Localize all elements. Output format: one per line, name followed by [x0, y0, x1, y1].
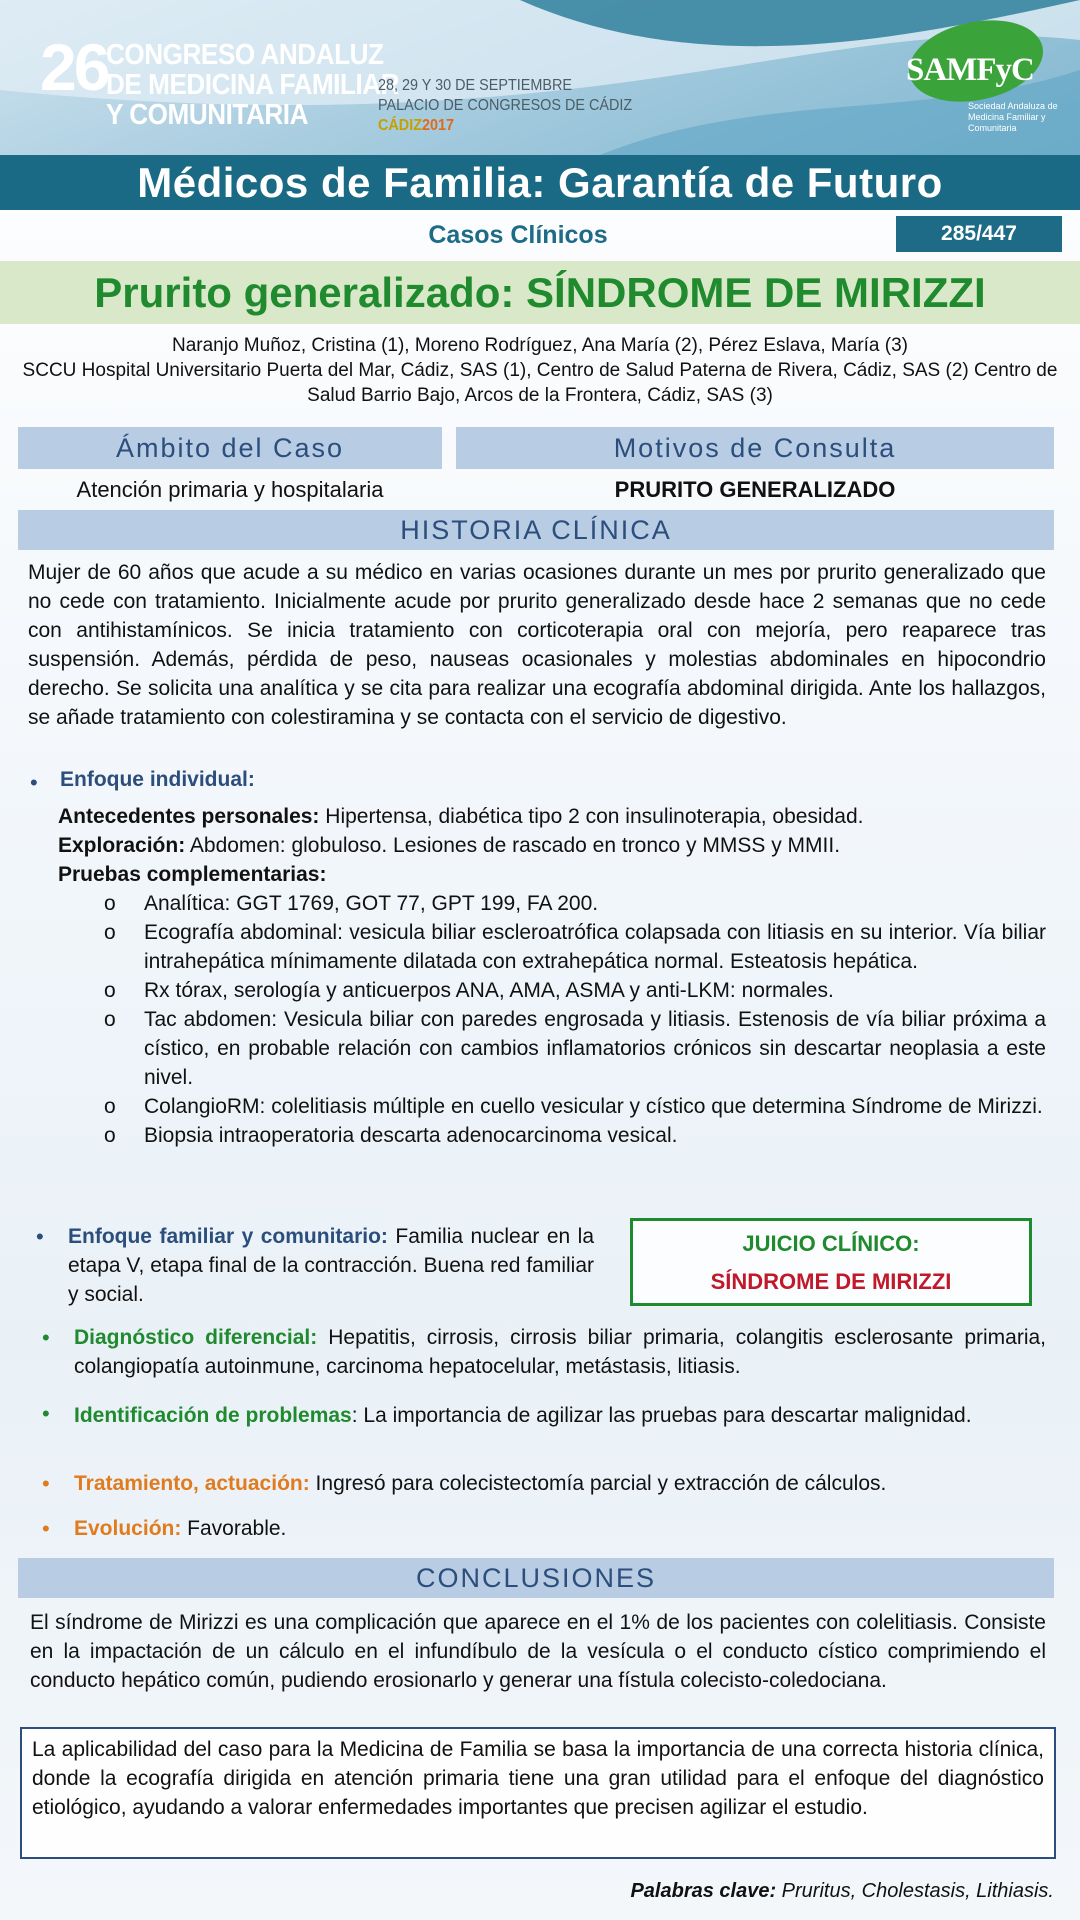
list-item [104, 1121, 1046, 1150]
exploracion-label: Exploración: [58, 834, 186, 857]
juicio-clinico-box [630, 1218, 1032, 1306]
enfoque-familiar-label: Enfoque familiar y comunitario: [68, 1225, 388, 1248]
juicio-value: SÍNDROME DE MIRIZZI [710, 1269, 952, 1294]
historia-text: Mujer de 60 años que acude a su médico en varias ocasiones durante un mes por prurito generalizado que no cede con tratamiento. Inicialmente acude por prurito generalizado desde hace 2 semanas que no cede con antihistamínicos. Se inicia tratamiento con corticoterapia oral con mejoría, pero reaparece tras suspensión. Además, pérdida de peso, nauseas ocasionales y molestias abdominales en hipocondrio derecho. Se solicita una analítica y se cita para realizar una ecografía abdominal dirigida. Ante los hallazgos, se añade tratamiento con colestiramina y se contacta con el servicio de digestivo. [28, 561, 1046, 729]
antecedentes-value: Hipertensa, diabética tipo 2 con insulinoterapia, obesidad. [319, 805, 864, 828]
prueba-text: Tac abdomen: Vesicula biliar con paredes engrosada y litiasis. Estenosis de vía biliar próxima a cístico, en probable relación con cambios inflamatorios crónicos sin descartar neoplasia a este nivel. [144, 1008, 1046, 1089]
congress-banner [0, 0, 1080, 155]
case-title: Prurito generalizado: SÍNDROME DE MIRIZZI [0, 261, 1080, 324]
bullet-icon: • [36, 1224, 44, 1249]
bullet-icon: • [30, 770, 38, 795]
tratamiento-label: Tratamiento, actuación: [74, 1472, 310, 1495]
problemas-label: Identificación de problemas [74, 1404, 352, 1427]
list-item [104, 976, 1046, 1005]
keywords-label: Palabras clave: [630, 1880, 777, 1902]
aplicabilidad-box [20, 1727, 1056, 1859]
antecedentes-line [58, 802, 1048, 831]
exploracion-value: Abdomen: globuloso. Lesiones de rascado en tronco y MMSS y MMII. [185, 834, 841, 857]
bullet-icon: • [42, 1325, 50, 1350]
congress-line: Y COMUNITARIA [106, 99, 308, 131]
congress-line: CONGRESO ANDALUZ [106, 39, 384, 71]
congress-details [378, 76, 632, 136]
juicio-label: JUICIO CLÍNICO: [742, 1231, 920, 1256]
evolucion-text [74, 1514, 1046, 1543]
enfoque-individual-details [58, 802, 1048, 889]
pruebas-label: Pruebas complementarias: [58, 863, 327, 886]
list-item [104, 889, 1046, 918]
tratamiento-text [74, 1469, 1046, 1498]
tratamiento-value: Ingresó para colecistectomía parcial y extracción de cálculos. [309, 1472, 887, 1495]
conclusiones-heading: CONCLUSIONES [18, 1558, 1054, 1598]
congress-city: CÁDIZ [378, 117, 423, 134]
antecedentes-label: Antecedentes personales: [58, 805, 320, 828]
list-item [104, 918, 1046, 976]
ambito-value: Atención primaria y hospitalaria [76, 477, 384, 502]
keywords [630, 1880, 1054, 1903]
prueba-text: Biopsia intraoperatoria descarta adenocarcinoma vesical. [144, 1124, 678, 1147]
prueba-text: Analítica: GGT 1769, GOT 77, GPT 199, FA 200. [144, 892, 599, 915]
list-item [104, 1005, 1046, 1092]
congress-line: DE MEDICINA FAMILIAR [106, 69, 400, 101]
circle-bullet-icon: o [104, 921, 116, 944]
motivos-heading: Motivos de Consulta [456, 427, 1054, 469]
exploracion-line [58, 831, 1048, 860]
diagnostico-text [74, 1323, 1046, 1381]
problemas-text [74, 1399, 1046, 1432]
enfoque-familiar-text [68, 1222, 594, 1309]
authors-block [20, 333, 1060, 408]
diagnostico-label: Diagnóstico diferencial: [74, 1326, 318, 1349]
prueba-text: ColangioRM: colelitiasis múltiple en cuello vesicular y cístico que determina Síndrome de Mirizzi. [144, 1095, 1043, 1118]
enfoque-individual-heading: Enfoque individual: [60, 768, 255, 791]
ambito-heading: Ámbito del Caso [18, 427, 442, 469]
bullet-icon: • [42, 1471, 50, 1496]
diagnostico-value: Hepatitis, cirrosis, cirrosis biliar primaria, colangitis esclerosante primaria, colangiopatía autoinmune, carcinoma hepatocelular, metástasis, litiasis. [74, 1326, 1047, 1378]
list-item [104, 1092, 1046, 1121]
section-label: Casos Clínicos [428, 221, 608, 249]
enfoque-familiar-value: Familia nuclear en la etapa V, etapa final de la contracción. Buena red familiar y social. [68, 1225, 595, 1306]
congress-dates: 28, 29 Y 30 DE SEPTIEMBRE [378, 77, 572, 94]
circle-bullet-icon: o [104, 979, 116, 1002]
congress-year: 2017 [422, 117, 455, 134]
congress-name [106, 40, 399, 130]
author-affiliations: SCCU Hospital Universitario Puerta del Mar, Cádiz, SAS (1), Centro de Salud Paterna de Rivera, Cádiz, SAS (2) Centro de Salud Barrio Bajo, Arcos de la Frontera, Cádiz, SAS (3) [22, 360, 1058, 406]
circle-bullet-icon: o [104, 1008, 116, 1031]
samfyc-logo: SAMFyC [906, 52, 1034, 88]
case-number-badge: 285/447 [896, 216, 1062, 252]
congress-city-year [378, 116, 632, 136]
circle-bullet-icon: o [104, 892, 116, 915]
prueba-text: Rx tórax, serología y anticuerpos ANA, AMA, ASMA y anti-LKM: normales. [144, 979, 834, 1002]
circle-bullet-icon: o [104, 1124, 116, 1147]
author-names: Naranjo Muñoz, Cristina (1), Moreno Rodríguez, Ana María (2), Pérez Eslava, María (3) [171, 335, 908, 356]
bullet-icon: • [42, 1401, 50, 1426]
main-title: Médicos de Familia: Garantía de Futuro [0, 155, 1080, 210]
circle-bullet-icon: o [104, 1095, 116, 1118]
keywords-value: Pruritus, Cholestasis, Lithiasis. [776, 1880, 1054, 1902]
congress-number: 26 [40, 30, 108, 104]
prueba-text: Ecografía abdominal: vesicula biliar escleroatrófica colapsada con litiasis en su interior. Vía biliar intrahepática mínimamente dilatada con extrahepática normal. Esteatosis hepática. [144, 921, 1046, 973]
evolucion-value: Favorable. [181, 1517, 287, 1540]
problemas-value: : La importancia de agilizar las pruebas para descartar malignidad. [351, 1404, 972, 1427]
aplicabilidad-text: La aplicabilidad del caso para la Medicina de Familia se basa la importancia de una correcta historia clínica, donde la ecografía dirigida en atención primaria tiene una gran utilidad para el enfoque del diagnóstico etiológico, ayudando a valorar enfermedades importantes que precisen agilizar el estudio. [32, 1738, 1044, 1819]
conclusiones-text: El síndrome de Mirizzi es una complicación que aparece en el 1% de los pacientes con colelitiasis. Consiste en la impactación de un cálculo en el infundíbulo de la vesícula o el conducto cístico comprimiendo el conducto hepático común, pudiendo erosionarlo y generar una fístula colecisto-coledociana. [30, 1611, 1046, 1692]
historia-heading: HISTORIA CLÍNICA [18, 510, 1054, 550]
congress-venue: PALACIO DE CONGRESOS DE CÁDIZ [378, 97, 633, 114]
bullet-icon: • [42, 1516, 50, 1541]
samfyc-logo-subtitle: Sociedad Andaluza de Medicina Familiar y Comunitaria [968, 101, 1058, 133]
motivos-value: PRURITO GENERALIZADO [614, 477, 896, 502]
evolucion-label: Evolución: [74, 1517, 182, 1540]
pruebas-list [104, 889, 1046, 1150]
